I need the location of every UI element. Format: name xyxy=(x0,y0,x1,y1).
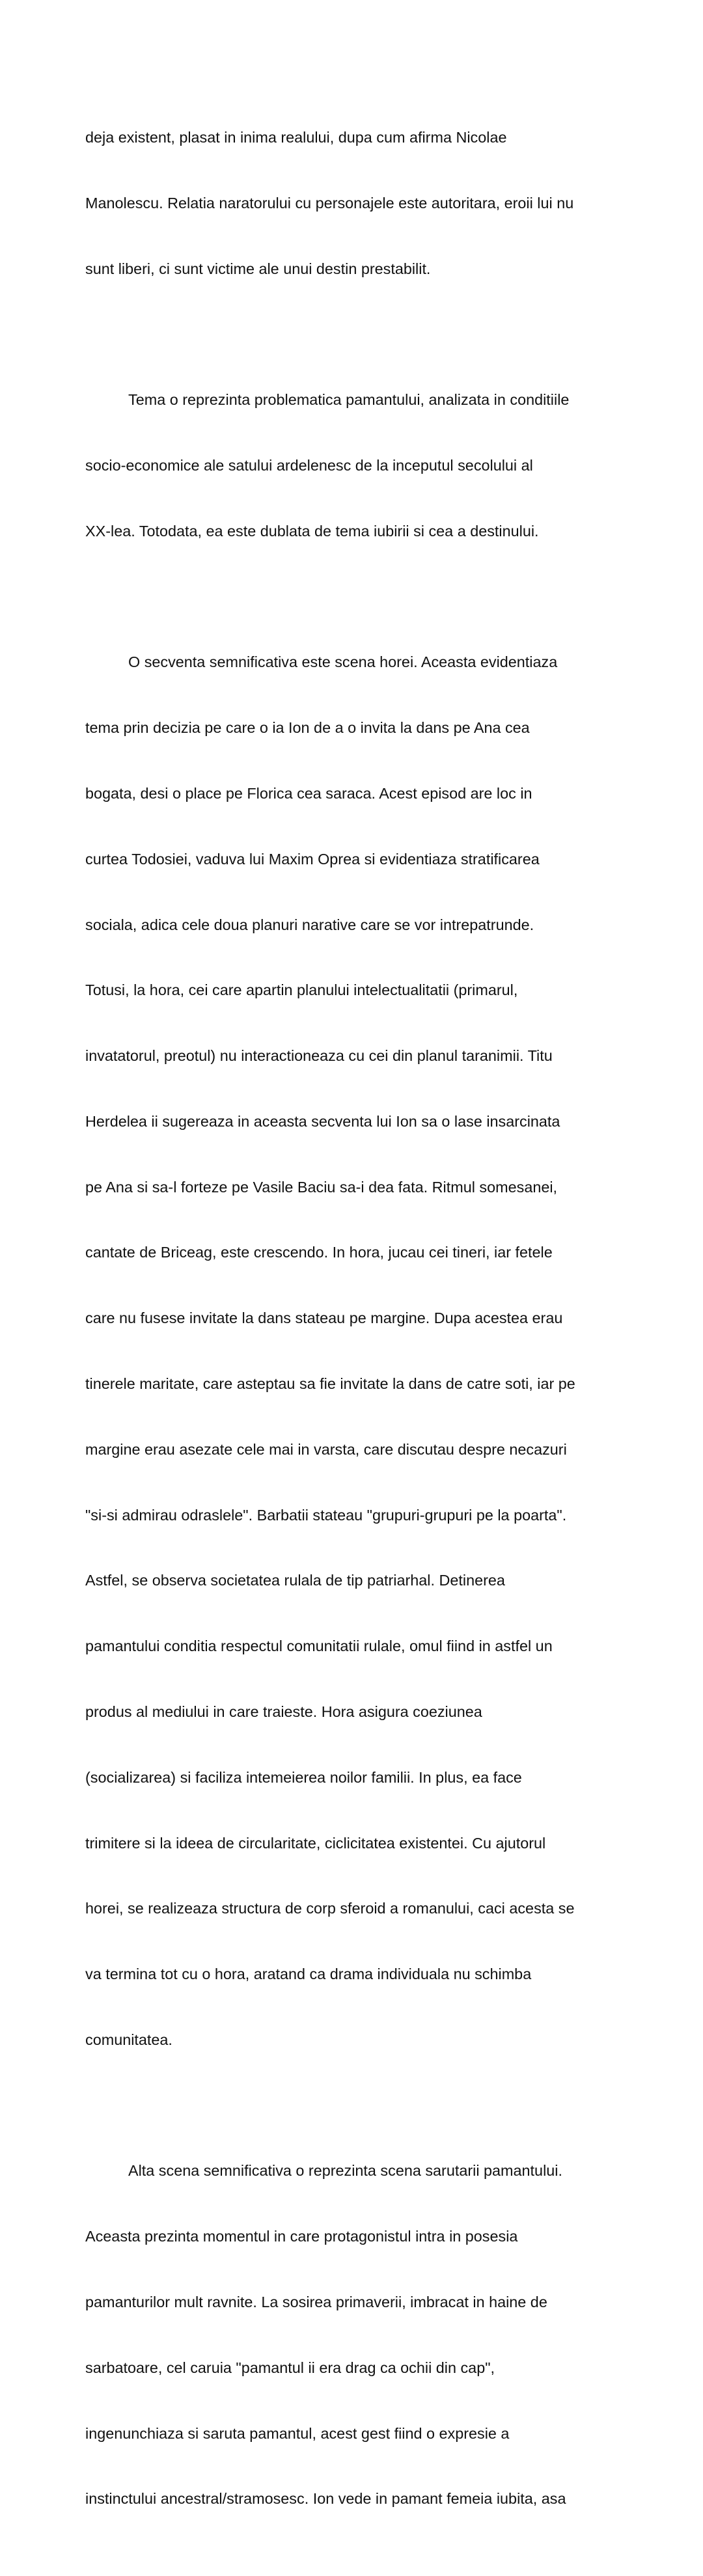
text-line: margine erau asezate cele mai in varsta, care discutau despre necazuri xyxy=(85,1440,567,1458)
text-line: (socializarea) si faciliza intemeierea noilor familii. In plus, ea face xyxy=(85,1768,522,1786)
text-line: cantate de Briceag, este crescendo. In hora, jucau cei tineri, iar fetele xyxy=(85,1244,553,1261)
text-line-content: Alta scena semnificativa o reprezinta scena sarutarii pamantului. xyxy=(128,2162,562,2180)
paragraph-naratorul xyxy=(85,83,626,324)
text-line-content: Tema o reprezinta problematica pamantului, analizata in conditiile xyxy=(128,391,570,409)
text-line: pamanturilor mult ravnite. La sosirea primaverii, imbracat in haine de xyxy=(85,2293,547,2310)
paragraph-tema xyxy=(85,346,626,586)
text-line: tema prin decizia pe care o ia Ion de a o invita la dans pe Ana cea xyxy=(85,719,530,737)
text-line-first xyxy=(85,389,626,411)
text-line: sunt liberi, ci sunt victime ale unui destin prestabilit. xyxy=(85,260,431,277)
text-line-first xyxy=(85,651,626,674)
text-line: Herdelea ii sugereaza in aceasta secventa lui Ion sa o lase insarcinata xyxy=(85,1112,560,1130)
text-line: curtea Todosiei, vaduva lui Maxim Oprea si evidentiaza stratificarea xyxy=(85,850,540,868)
text-line: invatatorul, preotul) nu interactioneaza cu cei din planul taranimii. Titu xyxy=(85,1047,553,1065)
text-line: sarbatoare, cel caruia "pamantul ii era drag ca ochii din cap", xyxy=(85,2359,495,2376)
text-line: comunitatea. xyxy=(85,2031,172,2048)
text-line: va termina tot cu o hora, aratand ca drama individuala nu schimba xyxy=(85,1966,532,1983)
text-line: "si-si admirau odraslele". Barbatii stateau "grupuri-grupuri pe la poarta". xyxy=(85,1506,567,1524)
text-line: Manolescu. Relatia naratorului cu personajele este autoritara, eroii lui nu xyxy=(85,194,574,212)
text-line: Totusi, la hora, cei care apartin planului intelectualitatii (primarul, xyxy=(85,981,518,999)
text-line: care nu fusese invitate la dans stateau pe margine. Dupa acestea erau xyxy=(85,1309,563,1327)
text-line-content: O secventa semnificativa este scena horei. Aceasta evidentiaza xyxy=(128,653,558,671)
text-line: instinctului ancestral/stramosesc. Ion vede in pamant femeia iubita, asa xyxy=(85,2490,566,2508)
text-line: bogata, desi o place pe Florica cea saraca. Acest episod are loc in xyxy=(85,785,532,802)
document-page xyxy=(85,83,626,2576)
text-line: pamantului conditia respectul comunitatii rulale, omul fiind in astfel un xyxy=(85,1637,553,1655)
text-line: pe Ana si sa-l forteze pe Vasile Baciu sa-i dea fata. Ritmul somesanei, xyxy=(85,1178,558,1196)
text-line: deja existent, plasat in inima realului, dupa cum afirma Nicolae xyxy=(85,129,507,146)
text-line-first xyxy=(85,2160,626,2182)
text-line: horei, se realizeaza structura de corp sferoid a romanului, caci acesta se xyxy=(85,1900,575,1917)
text-line: sociala, adica cele doua planuri narative care se vor intrepatrunde. xyxy=(85,916,534,933)
paragraph-sarutarea-pamantului xyxy=(85,2117,626,2554)
text-line: produs al mediului in care traieste. Hora asigura coeziunea xyxy=(85,1703,482,1720)
text-line: ingenunchiaza si saruta pamantul, acest gest fiind o expresie a xyxy=(85,2424,510,2442)
text-line: Aceasta prezinta momentul in care protagonistul intra in posesia xyxy=(85,2228,518,2245)
text-line: trimitere si la ideea de circularitate, ciclicitatea existentei. Cu ajutorul xyxy=(85,1834,546,1852)
paragraph-scena-horei xyxy=(85,608,626,2094)
text-line: XX-lea. Totodata, ea este dublata de tema iubirii si cea a destinului. xyxy=(85,522,539,540)
text-line: tinerele maritate, care asteptau sa fie invitate la dans de catre soti, iar pe xyxy=(85,1375,575,1393)
text-line: socio-economice ale satului ardelenesc de la inceputul secolului al xyxy=(85,457,533,474)
text-line: Astfel, se observa societatea rulala de tip patriarhal. Detinerea xyxy=(85,1572,505,1589)
